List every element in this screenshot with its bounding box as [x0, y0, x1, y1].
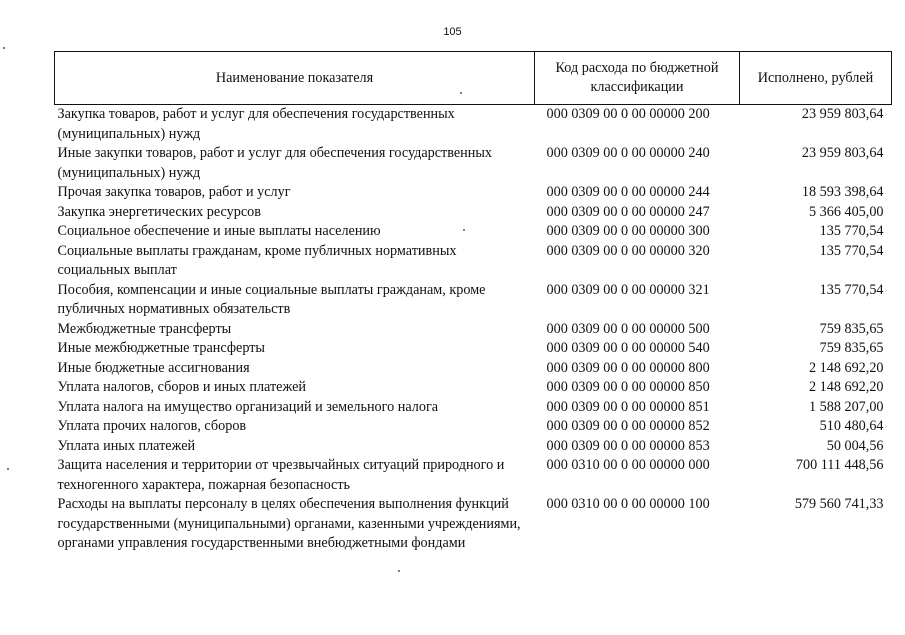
row-name: Иные закупки товаров, работ и услуг для обеспечения государственных (муниципальных) нужд — [57, 145, 492, 181]
row-value: 135 770,54 — [819, 242, 884, 259]
row-code: 000 0309 00 0 00 00000 540 — [546, 340, 710, 356]
row-value: 2 148 692,20 — [809, 379, 884, 395]
row-code: 000 0309 00 0 00 00000 853 — [546, 437, 710, 454]
table-header-row — [55, 52, 892, 105]
row-value: 23 959 803,64 — [801, 106, 884, 122]
row-name: Расходы на выплаты персоналу в целях обеспечения выполнения функций государственными (муниципальными) органами, казенными учреждениями, органами управления государственными внебюджетными фондами — [57, 496, 521, 551]
row-value: 759 835,65 — [819, 340, 884, 356]
row-value: 2 148 692,20 — [809, 359, 884, 376]
row-name: Иные межбюджетные трансферты — [57, 340, 265, 356]
row-code: 000 0309 00 0 00 00000 240 — [546, 145, 710, 161]
row-code: 000 0309 00 0 00 00000 200 — [546, 106, 710, 122]
row-name: Уплата налогов, сборов и иных платежей — [57, 379, 306, 395]
table-row — [55, 281, 892, 320]
row-name: Уплата налога на имущество организаций и земельного налога — [57, 398, 439, 415]
page-number: 105 — [443, 26, 462, 38]
row-name: Уплата прочих налогов, сборов — [57, 418, 247, 434]
table-row — [55, 456, 892, 495]
row-code: 000 0310 00 0 00 00000 100 — [546, 496, 710, 512]
scan-speck — [460, 92, 462, 94]
header-name: Наименование показателя — [55, 52, 535, 105]
budget-table — [54, 51, 892, 554]
scan-speck — [7, 468, 9, 470]
row-code: 000 0309 00 0 00 00000 247 — [546, 203, 710, 220]
row-name: Уплата иных платежей — [57, 437, 196, 454]
table-row — [55, 144, 892, 183]
row-name: Социальные выплаты гражданам, кроме публичных нормативных социальных выплат — [57, 242, 457, 278]
table-row — [55, 359, 892, 379]
row-value: 700 111 448,56 — [795, 457, 884, 473]
row-code: 000 0310 00 0 00 00000 000 — [546, 457, 710, 473]
scan-speck — [3, 47, 5, 49]
row-value: 18 593 398,64 — [801, 184, 884, 200]
row-value: 50 004,56 — [826, 437, 884, 454]
row-value: 23 959 803,64 — [801, 145, 884, 161]
table-row — [55, 203, 892, 223]
row-code: 000 0309 00 0 00 00000 850 — [546, 379, 710, 395]
row-value: 135 770,54 — [819, 281, 884, 298]
row-code: 000 0309 00 0 00 00000 300 — [546, 223, 710, 239]
header-value: Исполнено, рублей — [740, 52, 892, 105]
row-name: Закупка товаров, работ и услуг для обеспечения государственных (муниципальных) нужд — [57, 106, 455, 142]
row-value: 5 366 405,00 — [809, 203, 884, 220]
row-code: 000 0309 00 0 00 00000 852 — [546, 418, 710, 434]
row-code: 000 0309 00 0 00 00000 320 — [546, 242, 710, 259]
row-name: Прочая закупка товаров, работ и услуг — [57, 184, 291, 200]
row-value: 510 480,64 — [819, 418, 884, 434]
row-value: 579 560 741,33 — [794, 496, 884, 512]
row-value: 135 770,54 — [819, 223, 884, 239]
table-row — [55, 105, 892, 145]
table-row — [55, 417, 892, 437]
table-row — [55, 183, 892, 203]
row-name: Иные бюджетные ассигнования — [57, 359, 250, 376]
table-row — [55, 495, 892, 554]
header-code: Код расхода по бюджетной классификации — [535, 52, 740, 105]
row-value: 1 588 207,00 — [809, 398, 884, 415]
table-row — [55, 339, 892, 359]
row-name: Межбюджетные трансферты — [57, 320, 232, 337]
table-row — [55, 378, 892, 398]
row-code: 000 0309 00 0 00 00000 244 — [546, 184, 710, 200]
scan-speck — [463, 229, 465, 231]
row-name: Пособия, компенсации и иные социальные выплаты гражданам, кроме публичных нормативных обязательств — [57, 281, 486, 317]
row-name: Защита населения и территории от чрезвычайных ситуаций природного и техногенного характера, пожарная безопасность — [57, 457, 505, 493]
table-row — [55, 242, 892, 281]
table-row — [55, 222, 892, 242]
row-name: Социальное обеспечение и иные выплаты населению — [57, 223, 381, 239]
table-row — [55, 398, 892, 418]
row-code: 000 0309 00 0 00 00000 800 — [546, 359, 710, 376]
table-row — [55, 437, 892, 457]
scan-speck — [398, 570, 400, 572]
row-code: 000 0309 00 0 00 00000 500 — [546, 320, 710, 337]
row-value: 759 835,65 — [819, 320, 884, 337]
row-code: 000 0309 00 0 00 00000 851 — [546, 398, 710, 415]
table-row — [55, 320, 892, 340]
row-name: Закупка энергетических ресурсов — [57, 203, 261, 220]
row-code: 000 0309 00 0 00 00000 321 — [546, 281, 710, 298]
